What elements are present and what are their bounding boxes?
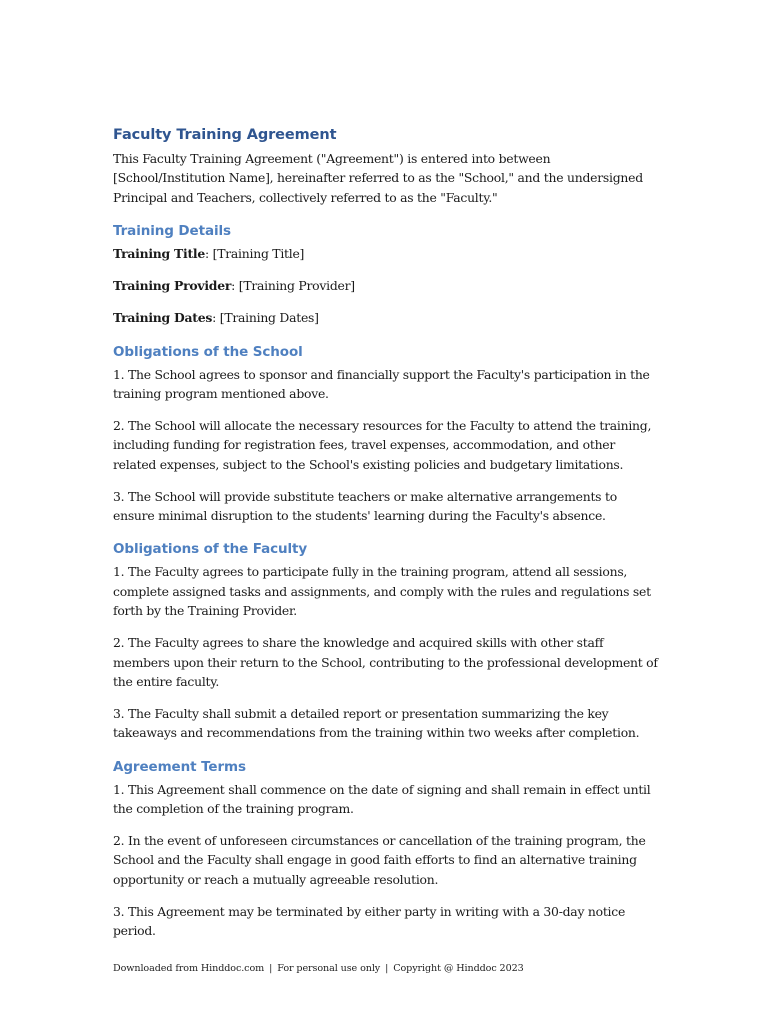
- training-provider-label: Training Provider: [113, 278, 232, 294]
- faculty-obligation-item: 2. The Faculty agrees to share the knowledge and acquired skills with other staff members upon their return to the School, contributing to the professional development of the entire faculty.: [113, 635, 658, 689]
- training-dates-label: Training Dates: [113, 310, 213, 326]
- footer-source-link[interactable]: Downloaded from Hinddoc.com: [113, 963, 265, 974]
- training-dates-field: [113, 308, 661, 327]
- school-obligation-item: 1. The School agrees to sponsor and financially support the Faculty's participation in the training program mentioned above.: [113, 366, 650, 402]
- agreement-term-item: 3. This Agreement may be terminated by either party in writing with a 30-day notice period.: [113, 903, 626, 939]
- footer-usage-note: For personal use only: [277, 963, 381, 974]
- document-body: [113, 125, 661, 953]
- training-title-field: [113, 244, 661, 263]
- document-title: Faculty Training Agreement: [113, 127, 337, 143]
- training-title-label: Training Title: [113, 246, 206, 262]
- section-heading-training-details: Training Details: [113, 223, 231, 240]
- intro-paragraph: This Faculty Training Agreement ("Agreement") is entered into between [School/Institution Name], hereinafter referred to as the "School," and the undersigned Principal and Teachers, collectively referred to as the "Faculty.": [113, 151, 643, 205]
- training-provider-value: : [Training Provider]: [231, 278, 355, 294]
- school-obligation-item: 3. The School will provide substitute teachers or make alternative arrangements to ensure minimal disruption to the students' learning during the Faculty's absence.: [113, 488, 617, 524]
- training-provider-field: [113, 276, 661, 295]
- footer-separator: |: [385, 963, 389, 974]
- training-dates-value: : [Training Dates]: [212, 310, 319, 326]
- school-obligation-item: 2. The School will allocate the necessary resources for the Faculty to attend the training, including funding for registration fees, travel expenses, accommodation, and other related expenses, subject to the School's existing policies and budgetary limitations.: [113, 417, 652, 472]
- agreement-term-item: 2. In the event of unforeseen circumstances or cancellation of the training program, the School and the Faculty shall engage in good faith efforts to find an alternative training opportunity or reach a mutually agreeable resolution.: [113, 833, 646, 887]
- footer-separator: |: [269, 963, 273, 974]
- training-title-value: : [Training Title]: [205, 246, 305, 262]
- faculty-obligation-item: 3. The Faculty shall submit a detailed report or presentation summarizing the key takeaways and recommendations from the training within two weeks after completion.: [113, 705, 640, 741]
- section-heading-faculty-obligations: Obligations of the Faculty: [113, 541, 308, 558]
- section-heading-agreement-terms: Agreement Terms: [113, 758, 246, 775]
- page-footer: [113, 963, 524, 974]
- agreement-term-item: 1. This Agreement shall commence on the date of signing and shall remain in effect until the completion of the training program.: [113, 781, 651, 817]
- faculty-obligation-item: 1. The Faculty agrees to participate fully in the training program, attend all sessions, complete assigned tasks and assignments, and comply with the rules and regulations set forth by the Training Provider.: [113, 564, 651, 619]
- footer-copyright: Copyright @ Hinddoc 2023: [393, 963, 524, 974]
- section-heading-school-obligations: Obligations of the School: [113, 343, 303, 360]
